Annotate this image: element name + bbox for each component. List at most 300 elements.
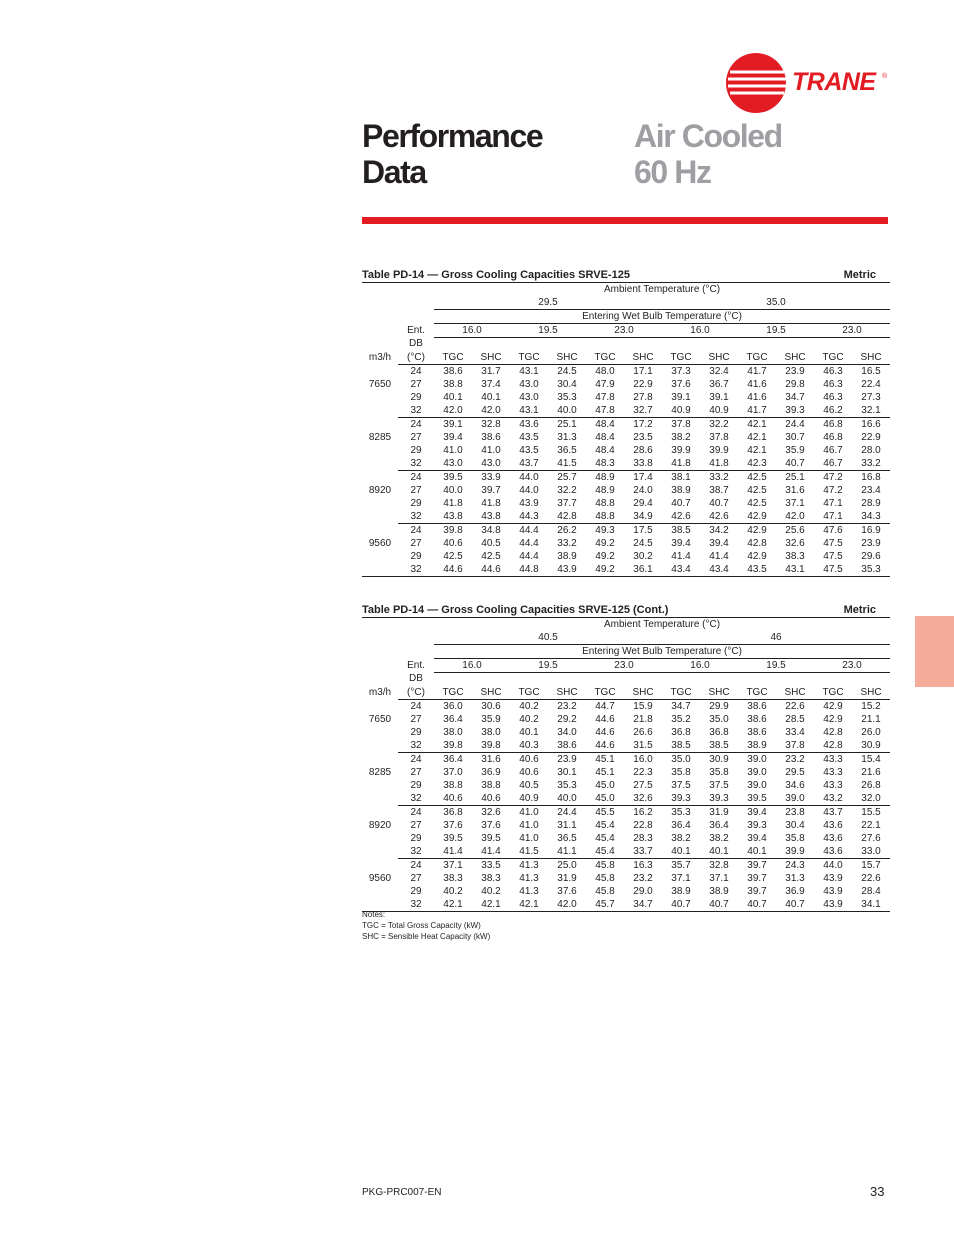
capacity-cell: 36.4 xyxy=(709,819,729,831)
capacity-cell: 23.9 xyxy=(785,365,805,377)
capacity-cell: 38.2 xyxy=(671,832,691,844)
table-row xyxy=(362,766,890,779)
header-row-ambient xyxy=(362,283,890,297)
column-header: SHC xyxy=(624,351,662,365)
header-row-ambient xyxy=(362,618,890,632)
wetbulb-value: 19.5 xyxy=(510,659,586,673)
capacity-cell: 24.0 xyxy=(633,484,653,496)
wetbulb-value: 23.0 xyxy=(814,659,890,673)
table-row xyxy=(362,431,890,444)
capacity-cell: 30.6 xyxy=(481,700,501,712)
airflow-cell xyxy=(362,832,398,845)
capacity-cell: 17.5 xyxy=(633,524,653,536)
capacity-cell: 30.9 xyxy=(852,739,890,753)
header-row-wetbulb-values xyxy=(362,659,890,673)
ent-db-value: 24 xyxy=(410,471,422,483)
capacity-cell: 37.1 xyxy=(785,497,805,509)
capacity-cell: 41.4 xyxy=(671,550,691,562)
capacity-cell: 43.9 xyxy=(823,872,843,884)
capacity-cell: 32.7 xyxy=(624,404,662,418)
capacity-cell: 37.6 xyxy=(443,819,463,831)
capacity-cell: 40.1 xyxy=(519,726,539,738)
capacity-cell: 38.6 xyxy=(548,739,586,753)
capacity-cell: 35.3 xyxy=(852,563,890,577)
ent-db-value: 32 xyxy=(398,739,434,753)
capacity-cell: 17.4 xyxy=(633,471,653,483)
header-row-ambient-values xyxy=(362,296,890,310)
table-pd14-cont xyxy=(362,603,888,912)
capacity-cell: 36.1 xyxy=(624,563,662,577)
capacity-cell: 41.7 xyxy=(738,404,776,418)
ent-db-value: 27 xyxy=(410,378,422,390)
capacity-cell: 29.2 xyxy=(557,713,577,725)
capacity-cell: 37.0 xyxy=(443,766,463,778)
ent-db-value: 29 xyxy=(410,391,422,403)
capacity-cell: 40.7 xyxy=(776,457,814,471)
ent-db-label-1: Ent. xyxy=(407,324,425,336)
capacity-cell: 38.3 xyxy=(481,872,501,884)
capacity-cell: 43.9 xyxy=(814,898,852,912)
capacity-cell: 17.2 xyxy=(633,418,653,430)
capacity-cell: 23.4 xyxy=(861,484,881,496)
capacity-cell: 39.0 xyxy=(747,779,767,791)
capacity-cell: 38.8 xyxy=(443,779,463,791)
capacity-cell: 38.0 xyxy=(443,726,463,738)
table-row xyxy=(362,378,890,391)
ent-db-label-1: Ent. xyxy=(407,659,425,671)
capacity-cell: 39.4 xyxy=(709,537,729,549)
capacity-cell: 45.0 xyxy=(595,779,615,791)
capacity-cell: 34.7 xyxy=(785,391,805,403)
capacity-cell: 22.9 xyxy=(861,431,881,443)
capacity-cell: 42.8 xyxy=(814,739,852,753)
capacity-cell: 38.9 xyxy=(557,550,577,562)
ent-db-value: 29 xyxy=(410,550,422,562)
capacity-cell: 30.4 xyxy=(557,378,577,390)
capacity-cell: 41.8 xyxy=(700,457,738,471)
capacity-cell: 35.3 xyxy=(557,391,577,403)
wetbulb-value: 19.5 xyxy=(510,324,586,338)
capacity-cell: 42.6 xyxy=(700,510,738,524)
capacity-cell: 39.1 xyxy=(443,418,463,430)
airflow-value: 9560 xyxy=(368,872,392,884)
airflow-cell xyxy=(362,471,398,485)
capacity-cell: 15.7 xyxy=(861,859,881,871)
capacity-cell: 42.0 xyxy=(434,404,472,418)
capacity-cell: 45.4 xyxy=(595,832,615,844)
capacity-cell: 30.1 xyxy=(557,766,577,778)
capacity-cell: 47.2 xyxy=(823,471,843,483)
airflow-cell xyxy=(362,457,398,471)
column-header: SHC xyxy=(700,686,738,700)
capacity-cell: 38.2 xyxy=(671,431,691,443)
capacity-cell: 43.2 xyxy=(814,792,852,806)
capacity-cell: 41.6 xyxy=(747,378,767,390)
capacity-cell: 39.7 xyxy=(747,859,767,871)
capacity-cell: 39.5 xyxy=(738,792,776,806)
capacity-cell: 24.4 xyxy=(557,806,577,818)
ent-db-value: 27 xyxy=(410,872,422,884)
capacity-cell: 41.0 xyxy=(519,806,539,818)
capacity-cell: 31.9 xyxy=(557,872,577,884)
capacity-cell: 43.8 xyxy=(472,510,510,524)
trane-logo xyxy=(724,52,894,114)
capacity-cell: 17.1 xyxy=(633,365,653,377)
capacity-cell: 24.4 xyxy=(785,418,805,430)
table-row xyxy=(362,457,890,471)
capacity-cell: 39.3 xyxy=(776,404,814,418)
airflow-cell xyxy=(362,418,398,432)
capacity-cell: 39.4 xyxy=(671,537,691,549)
table-caption xyxy=(362,603,888,617)
capacity-cell: 39.5 xyxy=(443,471,463,483)
ent-db-value: 29 xyxy=(410,497,422,509)
capacity-cell: 30.9 xyxy=(709,753,729,765)
capacity-cell: 48.0 xyxy=(595,365,615,377)
capacity-cell: 38.8 xyxy=(443,378,463,390)
header-row-wetbulb-values xyxy=(362,324,890,338)
capacity-cell: 40.1 xyxy=(481,391,501,403)
capacity-cell: 49.2 xyxy=(595,550,615,562)
capacity-cell: 26.2 xyxy=(557,524,577,536)
capacity-cell: 28.5 xyxy=(785,713,805,725)
capacity-cell: 42.1 xyxy=(747,431,767,443)
capacity-cell: 42.5 xyxy=(747,484,767,496)
capacity-cell: 39.7 xyxy=(747,885,767,897)
capacity-cell: 46.3 xyxy=(823,391,843,403)
capacity-cell: 43.5 xyxy=(519,431,539,443)
capacity-cell: 46.8 xyxy=(823,431,843,443)
capacity-cell: 31.3 xyxy=(785,872,805,884)
capacity-cell: 38.5 xyxy=(671,524,691,536)
capacity-cell: 40.3 xyxy=(510,739,548,753)
ent-db-value: 27 xyxy=(410,431,422,443)
capacity-cell: 38.6 xyxy=(747,713,767,725)
capacity-cell: 29.5 xyxy=(785,766,805,778)
capacity-cell: 41.8 xyxy=(662,457,700,471)
capacity-cell: 42.0 xyxy=(472,404,510,418)
capacity-cell: 28.6 xyxy=(633,444,653,456)
ambient-value: 29.5 xyxy=(434,296,662,310)
capacity-cell: 22.6 xyxy=(861,872,881,884)
ent-db-value: 29 xyxy=(410,726,422,738)
capacity-cell: 46.7 xyxy=(823,444,843,456)
ent-db-value: 29 xyxy=(410,779,422,791)
capacity-cell: 31.5 xyxy=(624,739,662,753)
capacity-cell: 22.9 xyxy=(633,378,653,390)
ambient-value: 46 xyxy=(662,631,890,645)
capacity-cell: 35.8 xyxy=(671,766,691,778)
table-notes xyxy=(362,909,490,942)
capacity-cell: 45.1 xyxy=(595,766,615,778)
capacity-cell: 45.4 xyxy=(595,819,615,831)
capacity-cell: 43.6 xyxy=(823,832,843,844)
capacity-cell: 32.2 xyxy=(557,484,577,496)
capacity-cell: 43.4 xyxy=(662,563,700,577)
capacity-cell: 37.1 xyxy=(709,872,729,884)
table-row xyxy=(362,497,890,510)
ent-db-value: 29 xyxy=(410,832,422,844)
capacity-cell: 32.6 xyxy=(785,537,805,549)
column-header: SHC xyxy=(472,686,510,700)
capacity-cell: 39.1 xyxy=(671,391,691,403)
capacity-cell: 39.0 xyxy=(747,753,767,765)
capacity-cell: 16.9 xyxy=(861,524,881,536)
capacity-cell: 42.0 xyxy=(776,510,814,524)
airflow-value: 8285 xyxy=(368,766,392,778)
capacity-cell: 47.5 xyxy=(823,550,843,562)
ambient-label: Ambient Temperature (°C) xyxy=(603,618,721,630)
table-row xyxy=(362,444,890,457)
capacity-cell: 39.9 xyxy=(671,444,691,456)
capacity-cell: 40.0 xyxy=(548,404,586,418)
capacity-cell: 40.9 xyxy=(700,404,738,418)
capacity-cell: 39.5 xyxy=(443,832,463,844)
capacity-cell: 48.8 xyxy=(586,510,624,524)
column-header: SHC xyxy=(852,686,890,700)
capacity-cell: 31.1 xyxy=(557,819,577,831)
airflow-cell xyxy=(362,404,398,418)
table-row xyxy=(362,404,890,418)
capacity-cell: 40.6 xyxy=(472,792,510,806)
capacity-cell: 32.8 xyxy=(481,418,501,430)
table-pd14 xyxy=(362,268,888,577)
capacity-cell: 48.9 xyxy=(595,484,615,496)
ent-db-value: 32 xyxy=(398,457,434,471)
capacity-cell: 33.0 xyxy=(852,845,890,859)
capacity-cell: 23.2 xyxy=(633,872,653,884)
capacity-cell: 37.8 xyxy=(709,431,729,443)
capacity-cell: 39.5 xyxy=(481,832,501,844)
capacity-cell: 39.4 xyxy=(747,806,767,818)
capacity-cell: 23.5 xyxy=(633,431,653,443)
capacity-cell: 23.2 xyxy=(557,700,577,712)
ent-db-value: 24 xyxy=(410,806,422,818)
capacity-cell: 33.5 xyxy=(481,859,501,871)
capacity-cell: 35.7 xyxy=(671,859,691,871)
capacity-cell: 38.5 xyxy=(662,739,700,753)
capacity-cell: 43.0 xyxy=(472,457,510,471)
capacity-cell: 44.8 xyxy=(510,563,548,577)
wetbulb-value: 23.0 xyxy=(814,324,890,338)
capacity-cell: 49.3 xyxy=(595,524,615,536)
capacity-cell: 37.3 xyxy=(671,365,691,377)
capacity-cell: 48.4 xyxy=(595,444,615,456)
capacity-cell: 43.5 xyxy=(738,563,776,577)
subtitle-line-1: Air Cooled xyxy=(634,118,782,154)
ent-db-value: 24 xyxy=(410,700,422,712)
capacity-cell: 15.4 xyxy=(861,753,881,765)
table-row xyxy=(362,713,890,726)
airflow-cell xyxy=(362,885,398,898)
capacity-cell: 39.4 xyxy=(443,431,463,443)
capacity-cell: 35.8 xyxy=(709,766,729,778)
capacity-cell: 39.8 xyxy=(434,739,472,753)
column-header: TGC xyxy=(738,686,776,700)
capacity-cell: 42.9 xyxy=(747,524,767,536)
capacity-cell: 29.8 xyxy=(785,378,805,390)
capacity-cell: 38.9 xyxy=(738,739,776,753)
airflow-cell xyxy=(362,845,398,859)
header-row-units xyxy=(362,686,890,700)
capacity-cell: 25.7 xyxy=(557,471,577,483)
capacity-cell: 33.7 xyxy=(624,845,662,859)
capacity-cell: 48.4 xyxy=(595,431,615,443)
capacity-cell: 42.1 xyxy=(510,898,548,912)
capacity-cell: 42.9 xyxy=(747,550,767,562)
capacity-cell: 42.1 xyxy=(434,898,472,912)
capacity-cell: 42.9 xyxy=(738,510,776,524)
airflow-cell xyxy=(362,739,398,753)
table-row xyxy=(362,859,890,873)
ent-db-value: 27 xyxy=(410,713,422,725)
capacity-cell: 33.4 xyxy=(785,726,805,738)
capacity-cell: 24.5 xyxy=(557,365,577,377)
capacity-cell: 49.2 xyxy=(586,563,624,577)
column-header: TGC xyxy=(510,686,548,700)
capacity-cell: 35.0 xyxy=(709,713,729,725)
capacity-cell: 28.0 xyxy=(861,444,881,456)
airflow-cell xyxy=(362,391,398,404)
capacity-cell: 43.6 xyxy=(519,418,539,430)
ent-db-value: 32 xyxy=(398,898,434,912)
capacity-cell: 25.1 xyxy=(557,418,577,430)
table-row xyxy=(362,806,890,820)
capacity-cell: 48.8 xyxy=(595,497,615,509)
wetbulb-value: 16.0 xyxy=(662,324,738,338)
page-title xyxy=(362,118,542,190)
table-row xyxy=(362,524,890,538)
ambient-value: 35.0 xyxy=(662,296,890,310)
capacity-cell: 43.0 xyxy=(519,391,539,403)
capacity-cell: 40.7 xyxy=(662,898,700,912)
capacity-cell: 40.1 xyxy=(662,845,700,859)
capacity-cell: 37.7 xyxy=(557,497,577,509)
wetbulb-label: Entering Wet Bulb Temperature (°C) xyxy=(434,310,890,324)
column-header: TGC xyxy=(510,351,548,365)
capacity-cell: 32.8 xyxy=(709,859,729,871)
capacity-cell: 40.7 xyxy=(700,898,738,912)
ent-db-value: 24 xyxy=(410,418,422,430)
column-header: TGC xyxy=(814,686,852,700)
capacity-cell: 41.3 xyxy=(519,872,539,884)
capacity-cell: 48.4 xyxy=(595,418,615,430)
ent-db-label-3: (°C) xyxy=(398,351,434,365)
capacity-cell: 33.2 xyxy=(852,457,890,471)
capacity-cell: 44.4 xyxy=(519,550,539,562)
capacity-cell: 38.8 xyxy=(481,779,501,791)
capacity-cell: 40.9 xyxy=(662,404,700,418)
capacity-cell: 44.3 xyxy=(510,510,548,524)
column-header: TGC xyxy=(738,351,776,365)
capacity-cell: 41.4 xyxy=(472,845,510,859)
capacity-cell: 43.3 xyxy=(823,753,843,765)
capacity-cell: 21.6 xyxy=(861,766,881,778)
capacity-cell: 41.0 xyxy=(519,819,539,831)
capacity-cell: 41.8 xyxy=(481,497,501,509)
capacity-cell: 38.5 xyxy=(700,739,738,753)
capacity-cell: 44.6 xyxy=(472,563,510,577)
page-number: 33 xyxy=(870,1184,885,1199)
capacity-cell: 24.5 xyxy=(633,537,653,549)
capacity-cell: 43.1 xyxy=(776,563,814,577)
capacity-cell: 16.0 xyxy=(633,753,653,765)
capacity-cell: 44.6 xyxy=(595,726,615,738)
page-subtitle xyxy=(634,118,782,190)
table-row xyxy=(362,550,890,563)
capacity-cell: 41.0 xyxy=(519,832,539,844)
header-row-wetbulb xyxy=(362,645,890,659)
capacity-cell: 31.9 xyxy=(709,806,729,818)
airflow-cell xyxy=(362,792,398,806)
capacity-cell: 41.1 xyxy=(548,845,586,859)
table-caption xyxy=(362,268,888,282)
column-header: TGC xyxy=(586,686,624,700)
capacity-cell: 33.2 xyxy=(709,471,729,483)
airflow-cell xyxy=(362,444,398,457)
title-divider xyxy=(362,217,888,224)
wetbulb-value: 19.5 xyxy=(738,659,814,673)
svg-text:®: ® xyxy=(882,73,888,80)
capacity-cell: 23.9 xyxy=(557,753,577,765)
capacity-cell: 36.4 xyxy=(443,753,463,765)
table-row xyxy=(362,418,890,432)
capacity-cell: 42.8 xyxy=(548,510,586,524)
capacity-cell: 46.3 xyxy=(823,365,843,377)
capacity-cell: 32.6 xyxy=(624,792,662,806)
capacity-cell: 38.9 xyxy=(671,484,691,496)
capacity-cell: 36.4 xyxy=(443,713,463,725)
capacity-cell: 38.6 xyxy=(481,431,501,443)
ent-db-value: 27 xyxy=(410,766,422,778)
table-row xyxy=(362,726,890,739)
airflow-value: 8920 xyxy=(368,819,392,831)
capacity-cell: 35.0 xyxy=(671,753,691,765)
capacity-cell: 31.6 xyxy=(785,484,805,496)
airflow-cell xyxy=(362,563,398,577)
column-header: SHC xyxy=(548,351,586,365)
airflow-cell xyxy=(362,753,398,767)
capacity-cell: 39.3 xyxy=(662,792,700,806)
airflow-cell xyxy=(362,497,398,510)
capacity-cell: 41.6 xyxy=(747,391,767,403)
capacity-cell: 47.5 xyxy=(814,563,852,577)
capacity-cell: 32.0 xyxy=(852,792,890,806)
capacity-cell: 41.4 xyxy=(434,845,472,859)
capacity-cell: 30.7 xyxy=(785,431,805,443)
capacity-cell: 34.8 xyxy=(481,524,501,536)
ent-db-value: 27 xyxy=(410,819,422,831)
section-tab xyxy=(915,616,954,687)
capacity-cell: 42.0 xyxy=(548,898,586,912)
ent-db-value: 24 xyxy=(410,753,422,765)
airflow-cell xyxy=(362,550,398,563)
column-header: SHC xyxy=(776,351,814,365)
capacity-cell: 38.6 xyxy=(747,700,767,712)
capacity-cell: 28.9 xyxy=(861,497,881,509)
capacity-cell: 40.7 xyxy=(709,497,729,509)
capacity-cell: 43.1 xyxy=(519,365,539,377)
capacity-cell: 40.6 xyxy=(519,753,539,765)
capacity-cell: 37.6 xyxy=(481,819,501,831)
capacity-cell: 44.0 xyxy=(519,484,539,496)
capacity-cell: 44.4 xyxy=(519,524,539,536)
ent-db-value: 32 xyxy=(398,563,434,577)
capacity-cell: 40.2 xyxy=(481,885,501,897)
capacity-cell: 36.5 xyxy=(557,444,577,456)
capacity-cell: 35.9 xyxy=(785,444,805,456)
capacity-cell: 36.8 xyxy=(671,726,691,738)
